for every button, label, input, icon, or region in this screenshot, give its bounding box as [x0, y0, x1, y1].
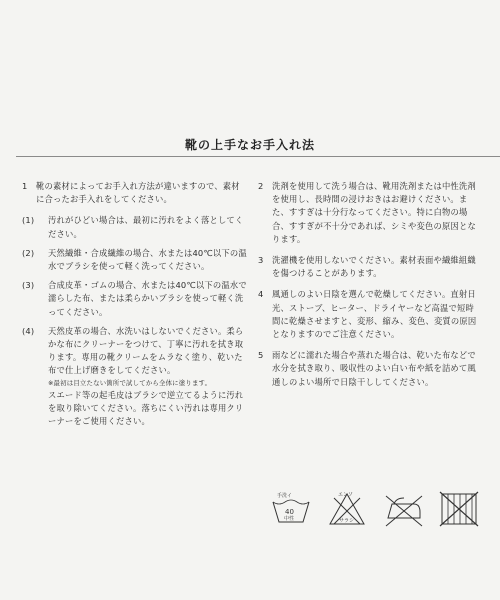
no-machine-dry-icon — [438, 488, 480, 530]
sub-text-suede: スエード等の起毛皮はブラシで逆立てるように汚れを取り除いてください。落ちにくい汚れは専用クリーナーをご使用ください。 — [48, 389, 244, 427]
handwash-temp: 40 — [285, 508, 294, 516]
sub-text: 汚れがひどい場合は、最初に汚れをよく落としてください。 — [48, 215, 244, 239]
item-text: 洗剤を使用して洗う場合は、靴用洗剤または中性洗剤を使用し、長時間の浸けおきはお避けください。また、すすぎは十分行なってください。特に白物の場合、すすぎが不十分であれば、シミや変色の原因となります。 — [272, 181, 477, 244]
right-column — [258, 180, 480, 397]
sub-item-2 — [22, 247, 248, 273]
title-divider — [16, 156, 500, 157]
care-symbols — [270, 488, 480, 538]
item-number: 4 — [258, 289, 264, 300]
no-iron-icon — [382, 488, 424, 530]
sub-number: (3) — [22, 280, 35, 291]
item-number: 3 — [258, 255, 264, 266]
sub-number: (4) — [22, 325, 35, 336]
instruction-item-5 — [258, 349, 480, 389]
instruction-item-4 — [258, 288, 480, 341]
bleach-sub-label: サラシ — [339, 518, 355, 524]
item-text: 靴の素材によってお手入れ方法が違いますので、素材に合ったお手入れをしてください。 — [36, 181, 240, 205]
sub-item-3 — [22, 279, 248, 319]
bleach-label: エンソ — [338, 492, 354, 498]
instruction-item-1 — [22, 180, 248, 206]
item-text: 風通しのよい日陰を選んで乾燥してください。直射日光、ストーブ、ヒーター、ドライヤーなど高温で短時間に乾燥させますと、変形、縮み、変色、変質の原因となりますのでご注意ください。 — [272, 289, 477, 340]
left-column — [22, 180, 248, 434]
instruction-item-3 — [258, 254, 480, 280]
item-number: 2 — [258, 181, 264, 191]
item-number: 5 — [258, 350, 264, 361]
sub-text: 天然皮革の場合、水洗いはしないでください。柔らかな布にクリーナーをつけて、丁寧に汚れを拭き取ります。専用の靴クリームをムラなく塗り、乾いた布で仕上げ磨きをしてください。 — [48, 325, 244, 376]
sub-number: (1) — [22, 215, 35, 226]
page-title: 靴の上手なお手入れ法 — [184, 138, 315, 152]
item-text: 雨などに濡れた場合や蒸れた場合は、乾いた布などで水分を拭き取り、吸収性のよい白い布や紙を詰めて風通しのよい場所で日陰干ししてください。 — [272, 350, 476, 387]
sub-item-4 — [22, 325, 248, 428]
sub-text: 天然繊維・合成繊維の場合、水または40℃以下の温水でブラシを使って軽く洗ってください。 — [48, 247, 247, 272]
hand-wash-icon — [270, 488, 312, 530]
item-number: 1 — [22, 181, 28, 191]
sub-note: ※最初は目立たない箇所で試してから全体に塗ります。 — [48, 378, 212, 387]
sub-number: (2) — [22, 247, 35, 258]
instruction-item-2 — [258, 180, 480, 246]
no-chlorine-bleach-icon — [326, 488, 368, 530]
sub-text: 合成皮革・ゴムの場合、水または40℃以下の温水で濡らした布、または柔らかいブラシを使って軽く洗ってください。 — [48, 280, 247, 317]
sub-item-1 — [22, 214, 248, 240]
handwash-bottom-label: 中性 — [284, 516, 295, 522]
item-text: 洗濯機を使用しないでください。素材表面や繊維組織を傷つけることがあります。 — [272, 255, 476, 279]
handwash-top-label: 手洗イ — [277, 493, 293, 499]
